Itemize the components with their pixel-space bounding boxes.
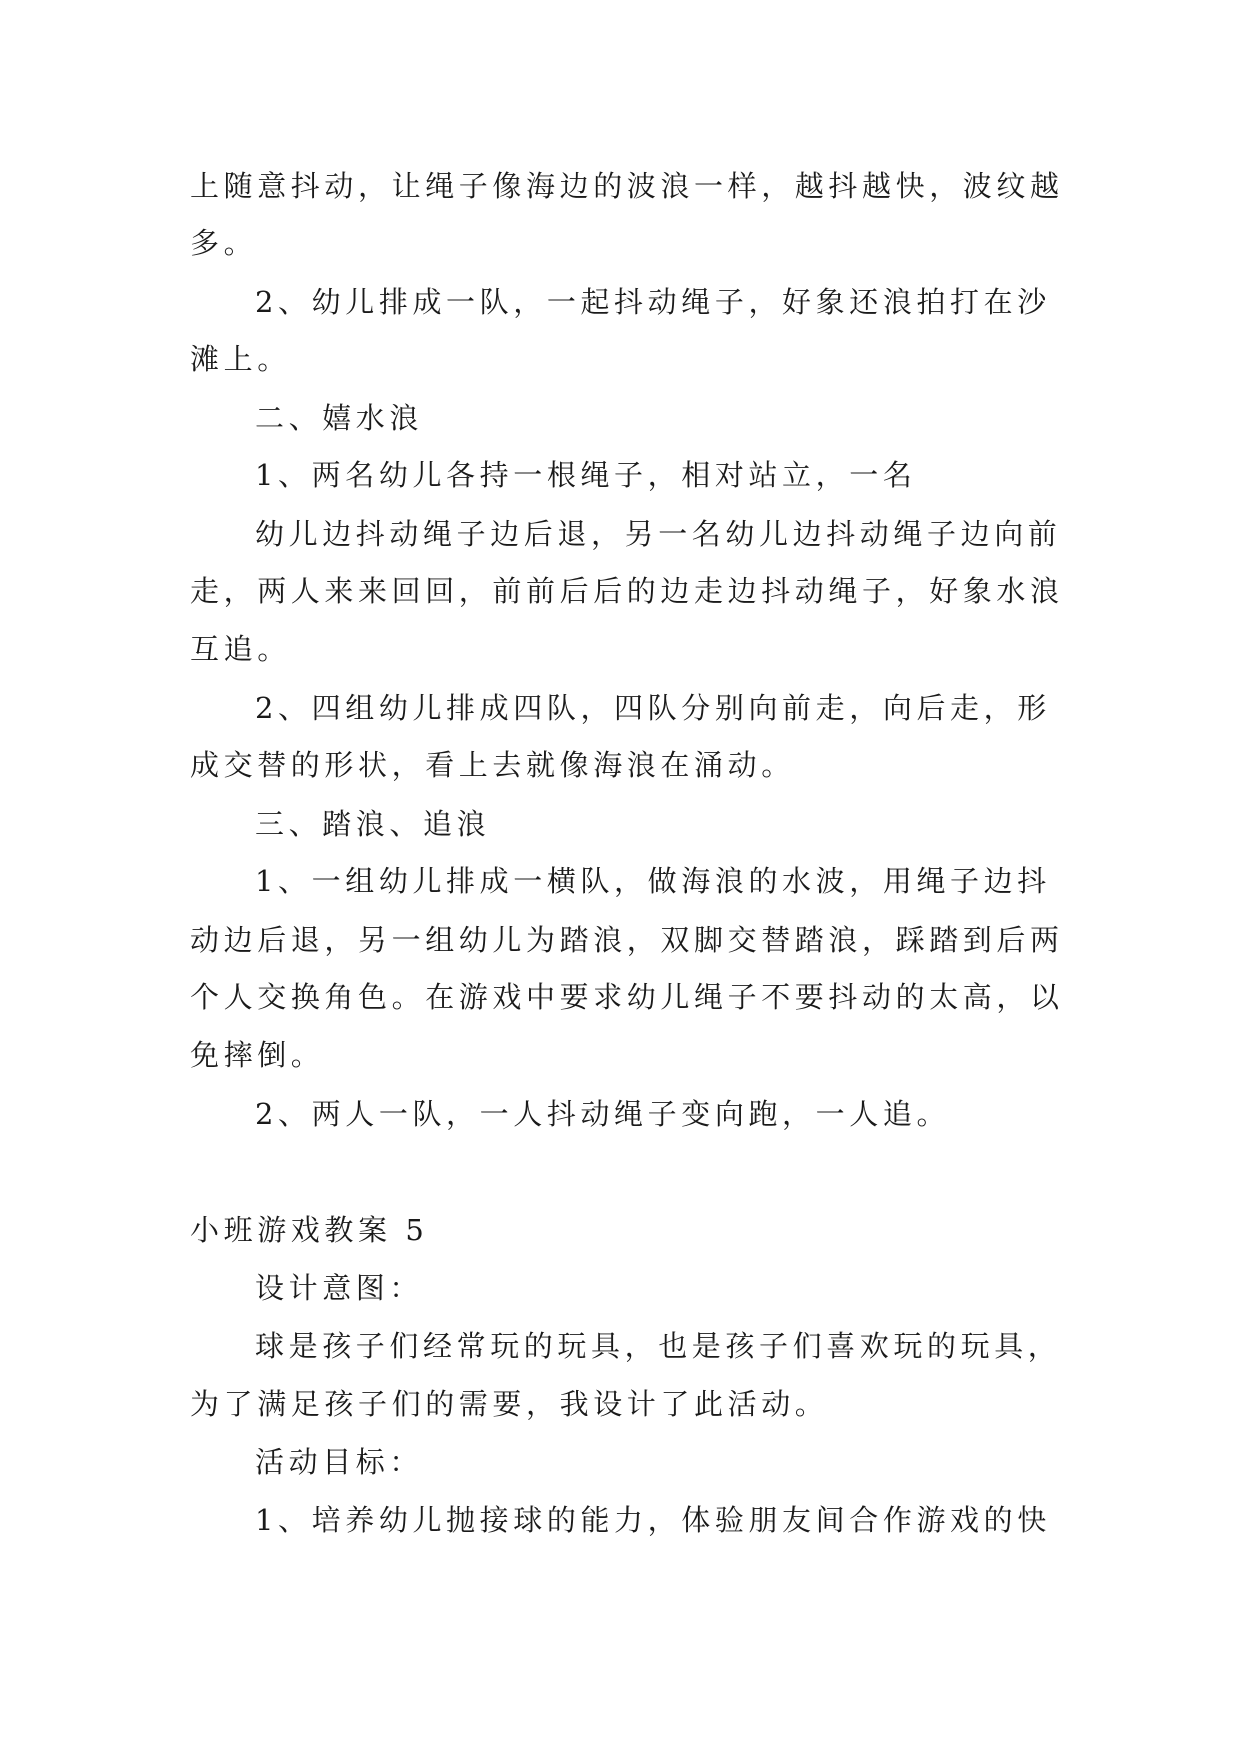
paragraph-line: 多。 [190, 226, 258, 260]
paragraph-line: 互追。 [190, 632, 291, 666]
paragraph-line: 免摔倒。 [190, 1038, 325, 1072]
section-heading: 二、嬉水浪 [255, 401, 424, 435]
section-heading: 设计意图： [255, 1271, 424, 1305]
paragraph-line: 1、一组幼儿排成一横队，做海浪的水波，用绳子边抖 [255, 864, 1051, 898]
section-heading: 活动目标： [255, 1445, 424, 1479]
paragraph-line: 幼儿边抖动绳子边后退，另一名幼儿边抖动绳子边向前 [255, 517, 1062, 551]
paragraph-line: 成交替的形状，看上去就像海浪在涌动。 [190, 748, 795, 782]
paragraph-line: 个人交换角色。在游戏中要求幼儿绳子不要抖动的太高，以 [190, 980, 1064, 1014]
paragraph-line: 1、培养幼儿抛接球的能力，体验朋友间合作游戏的快 [255, 1503, 1051, 1537]
section-heading: 三、踏浪、追浪 [255, 807, 491, 841]
paragraph-line: 1、两名幼儿各持一根绳子，相对站立，一名 [255, 458, 917, 492]
paragraph-line: 球是孩子们经常玩的玩具，也是孩子们喜欢玩的玩具， [255, 1329, 1062, 1363]
paragraph-line: 上随意抖动，让绳子像海边的波浪一样，越抖越快，波纹越 [190, 169, 1064, 203]
paragraph-line: 2、幼儿排成一队，一起抖动绳子，好象还浪拍打在沙 [255, 285, 1051, 319]
paragraph-line: 2、四组幼儿排成四队，四队分别向前走，向后走，形 [255, 691, 1051, 725]
paragraph-line: 为了满足孩子们的需要，我设计了此活动。 [190, 1387, 829, 1421]
paragraph-line: 动边后退，另一组幼儿为踏浪，双脚交替踏浪，踩踏到后两 [190, 923, 1064, 957]
paragraph-line: 2、两人一队，一人抖动绳子变向跑，一人追。 [255, 1097, 951, 1131]
document-title: 小班游戏教案 5 [190, 1213, 429, 1247]
paragraph-line: 走，两人来来回回，前前后后的边走边抖动绳子，好象水浪 [190, 574, 1064, 608]
paragraph-line: 滩上。 [190, 342, 291, 376]
